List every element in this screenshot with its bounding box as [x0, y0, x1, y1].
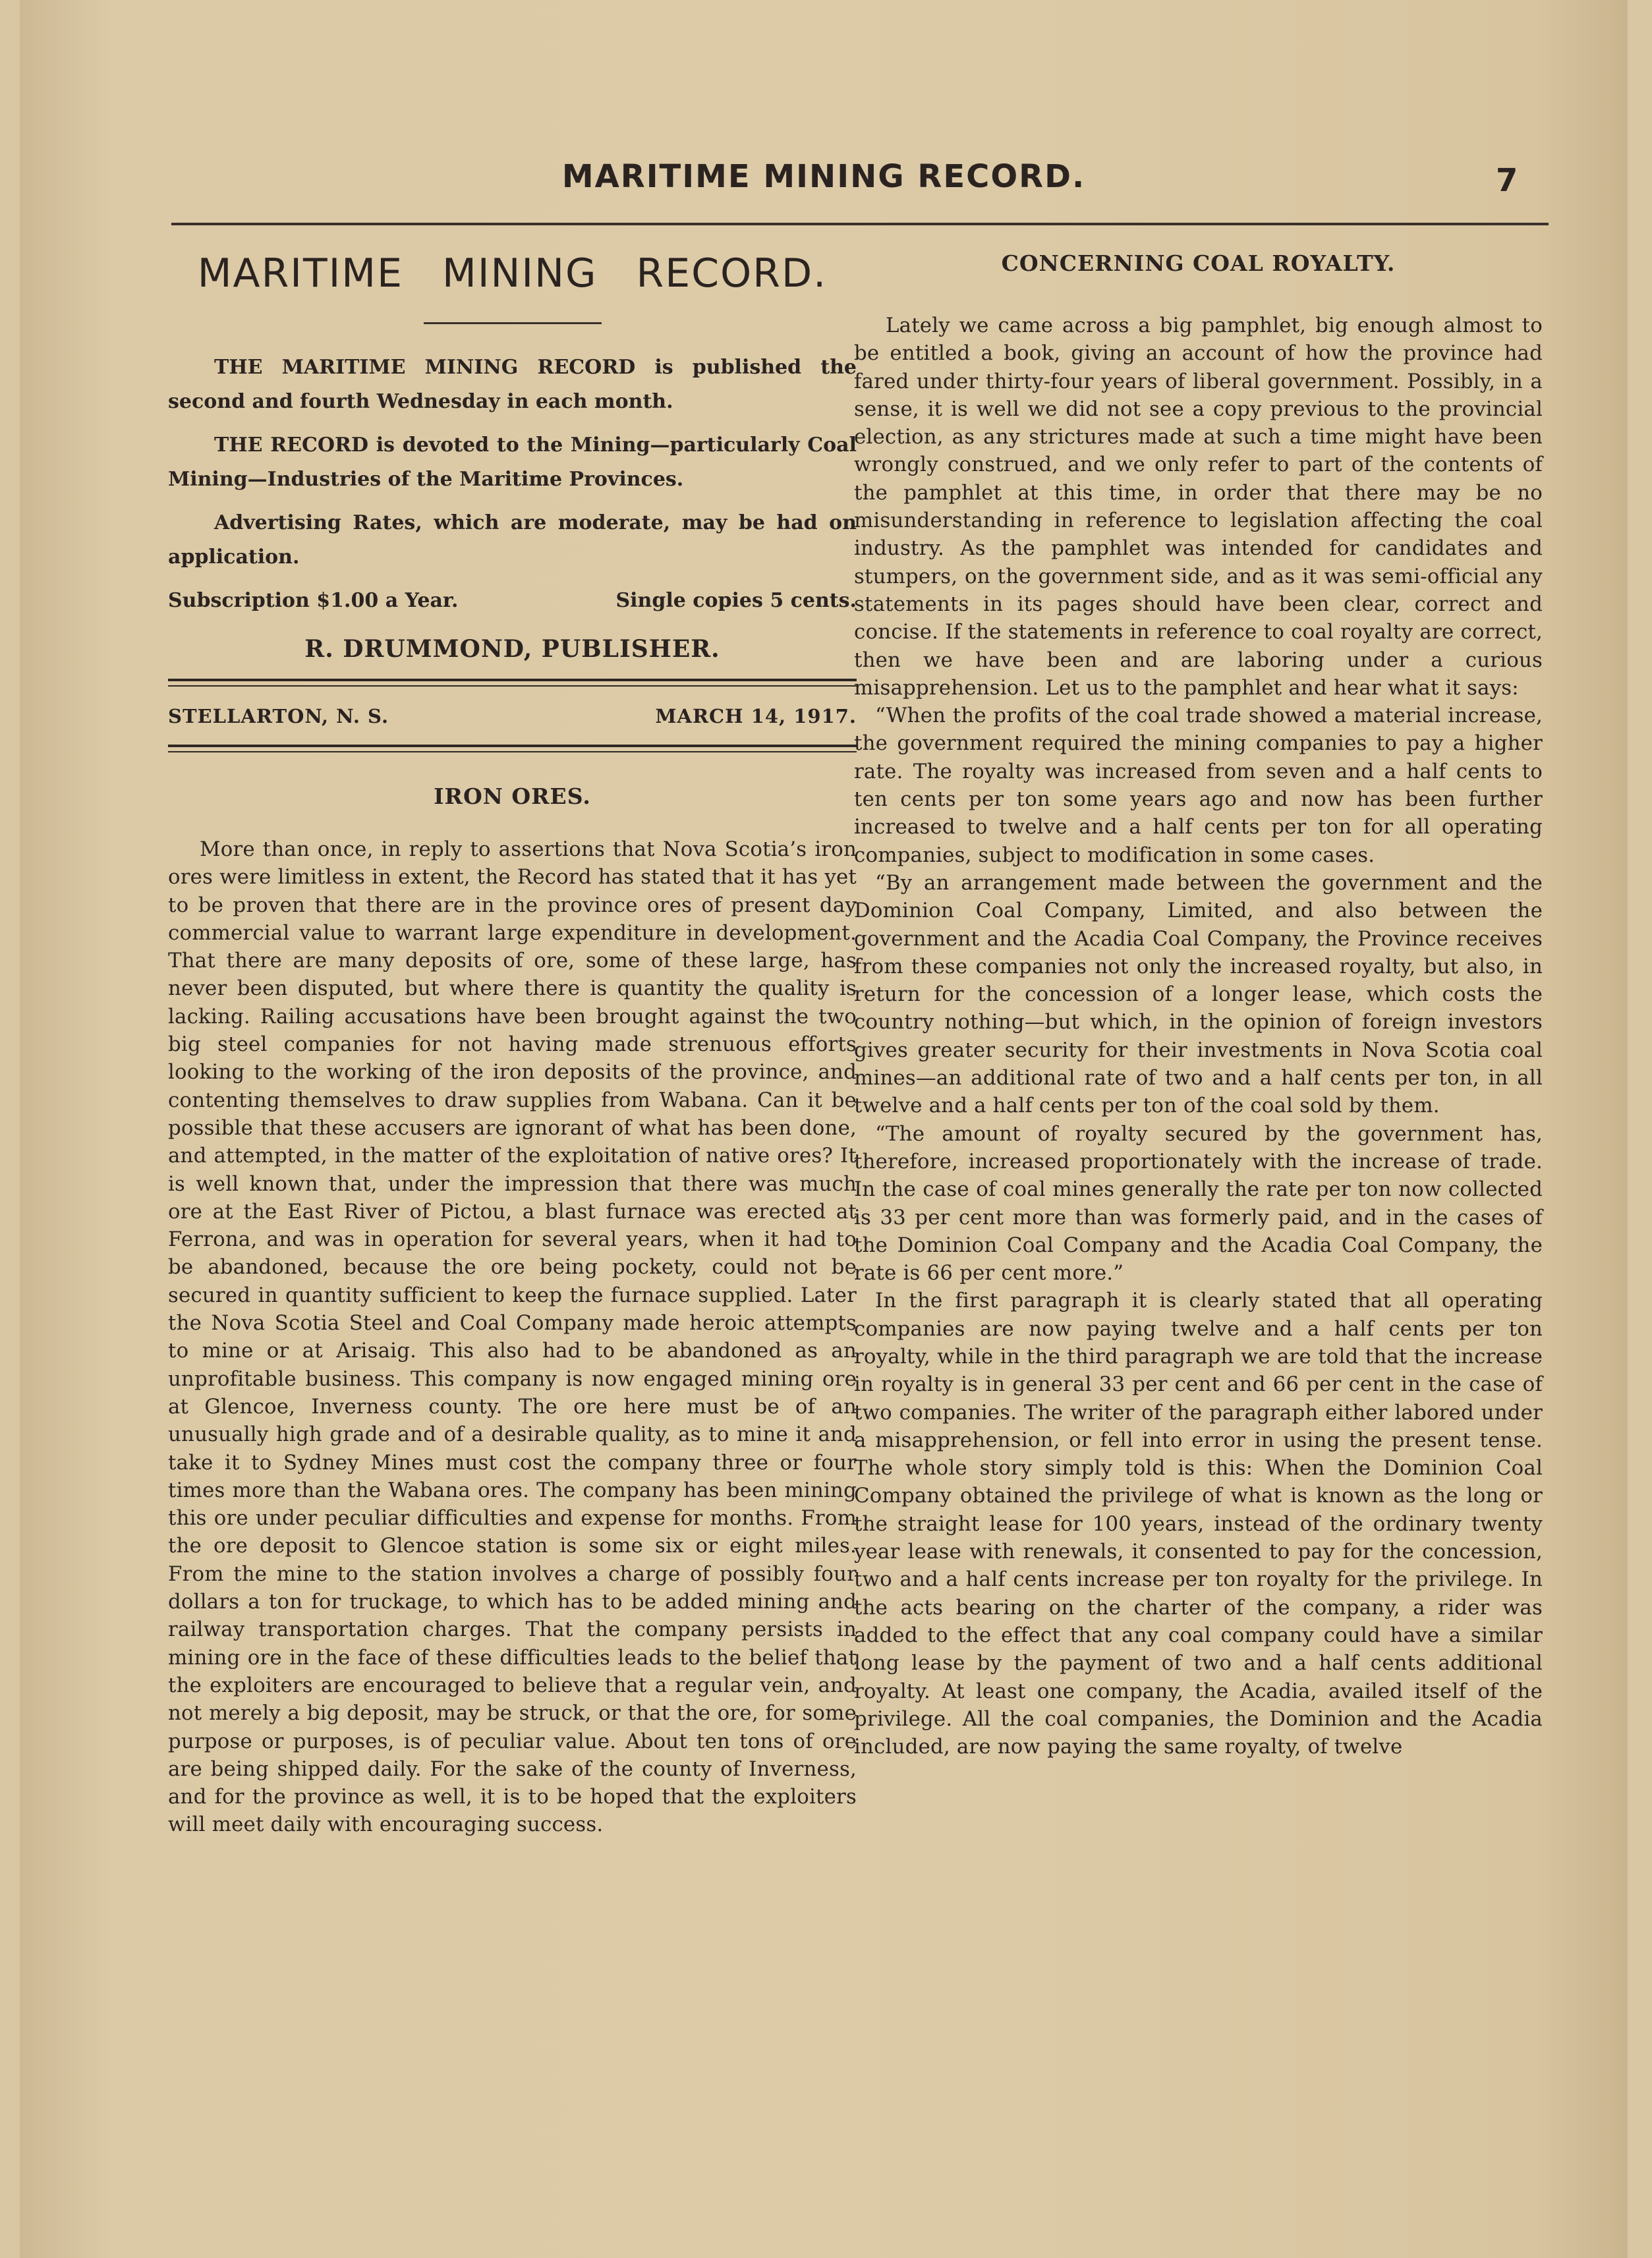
price-row — [168, 584, 857, 618]
article-paragraph: More than once, in reply to assertions that Nova Scotia’s iron ores were limitless in extent, the Record has stated that it has yet to be proven that there are in the province ores of present day commercial value to warrant large expenditure in development. That there are many deposits of ore, some of these large, has never been disputed, but where there is quantity the quality is lacking. Railing accusations have been brought against the two big steel companies for not having made strenuous efforts looking to the working of the iron deposits of the province, and contenting themselves to draw supplies from Wabana. Can it be possible that these accusers are ignorant of what has been done, and attempted, in the matter of the exploitation of native ores? It is well known that, under the impression that there was much ore at the East River of Pictou, a blast furnace was erected at Ferrona, and was in operation for several years, when it had to be abandoned, because the ore being pockety, could not be secured in quantity sufficient to keep the furnace supplied. Later the Nova Scotia Steel and Coal Company made heroic attempts to mine or at Arisaig. This also had to be abandoned as an unprofitable business. This company is now engaged mining ore at Glencoe, Inverness county. The ore here must be of an unusually high grade and of a desirable quality, as to mine it and take it to Sydney Mines must cost the company three or four times more than the Wabana ores. The company has been mining this ore under peculiar difficulties and expense for months. From the ore deposit to Glencoe station is some six or eight miles. From the mine to the station involves a charge of possibly four dollars a ton for truckage, to which has to be added mining and railway transportation charges. That the company persists in mining ore in the face of these difficulties leads to the belief that the exploiters are encouraged to believe that a regular vein, and not merely a big deposit, may be struck, or that the ore, for some purpose or purposes, is of peculiar value. About ten tons of ore are being shipped daily. For the sake of the county of Inverness, and for the province as well, it is to be hoped that the exploiters will meet daily with encouraging success. — [168, 837, 857, 1837]
article-paragraph: In the first paragraph it is clearly stated that all operating companies are now paying twelve and a half cents per ton royalty, while in the third paragraph we are told that the increase in royalty is in general 33 per cent and 66 per cent in the case of two companies. The writer of the paragraph either labored under a misapprehension, or fell into error in using the present tense. The whole story simply told is this: When the Dominion Coal Company obtained the privilege of what is known as the long or the straight lease for 100 years, instead of the ordinary twenty year lease with renewals, it consented to pay for the concession, two and a half cents increase per ton royalty for the privilege. In the acts bearing on the charter of the company, a rider was added to the effect that any coal company could have a similar long lease by the payment of two and a half cents additional royalty. At least one company, the Acadia, availed itself of the privilege. All the coal companies, the Dominion and the Acadia included, are now paying the same royalty, of twelve — [854, 1289, 1543, 1759]
notice-devoted: THE RECORD is devoted to the Mining—particularly Coal Mining—Industries of the Maritime Provinces. — [168, 434, 857, 491]
notice-advertising: Advertising Rates, which are moderate, may be had on application. — [168, 511, 857, 569]
double-rule-bottom — [168, 745, 857, 752]
dateline-date: MARCH 14, 1917. — [655, 705, 857, 727]
publisher-line: R. DRUMMOND, PUBLISHER. — [304, 635, 720, 663]
masthead-title: MARITIME MINING RECORD. — [197, 250, 828, 296]
double-rule-top — [168, 679, 857, 687]
article-paragraph: “When the profits of the coal trade showed a material increase, the government required the mining companies to pay a higher rate. The royalty was increased from seven and a half cents to ten cents per ton some years ago and now has been further increased to twelve and a half cents per ton for all operating companies, subject to modification in some cases. — [854, 704, 1543, 867]
newspaper-page — [20, 0, 1628, 2258]
left-column — [168, 247, 857, 1839]
page-number: 7 — [1496, 162, 1518, 199]
dateline-place: STELLARTON, N. S. — [168, 705, 389, 727]
masthead-rule — [424, 322, 602, 324]
article-paragraph: “By an arrangement made between the government and the Dominion Coal Company, Limited, and also between the government and the Acadia Coal Company, the Province receives from these companies not only the increased royalty, but also, in return for the concession of a longer lease, which costs the country nothing—but which, in the opinion of foreign investors gives greater security for their investments in Nova Scotia coal mines—an additional rate of two and a half cents per ton, in all twelve and a half cents per ton of the coal sold by them. — [854, 870, 1543, 1118]
right-column — [854, 247, 1543, 1761]
notice-publication: THE MARITIME MINING RECORD is published the second and fourth Wednesday in each month. — [168, 356, 857, 413]
article-paragraph: “The amount of royalty secured by the government has, therefore, increased proportionately with the increase of trade. In the case of coal mines generally the rate per ton now collected is 33 per cent more than was formerly paid, and in the cases of the Dominion Coal Company and the Acadia Coal Company, the rate is 66 per cent more.” — [854, 1121, 1543, 1285]
single-copy-price: Single copies 5 cents. — [615, 589, 857, 612]
dateline — [168, 700, 857, 733]
subscription-price: Subscription $1.00 a Year. — [168, 589, 459, 612]
article-title-coal-royalty: CONCERNING COAL ROYALTY. — [1001, 250, 1396, 276]
running-head: MARITIME MINING RECORD. — [561, 158, 1086, 195]
article-paragraph: Lately we came across a big pamphlet, big enough almost to be entitled a book, giving an account of how the province had fared under thirty-four years of liberal government. Possibly, in a sense, it is well we did not see a copy previous to the provincial election, as any strictures made at such a time might have been wrongly construed, and we only refer to part of the contents of the pamphlet at this time, in order that there may be no misunderstanding in reference to legislation affecting the coal industry. As the pamphlet was intended for candidates and stumpers, on the government side, and as it was semi-official any statements in its pages should have been clear, correct and concise. If the statements in reference to coal royalty are correct, then we have been and are laboring under a curious misapprehension. Let us to the pamphlet and hear what it says: — [854, 314, 1543, 700]
header-rule — [171, 223, 1549, 225]
article-title-iron-ores: IRON ORES. — [434, 783, 591, 809]
